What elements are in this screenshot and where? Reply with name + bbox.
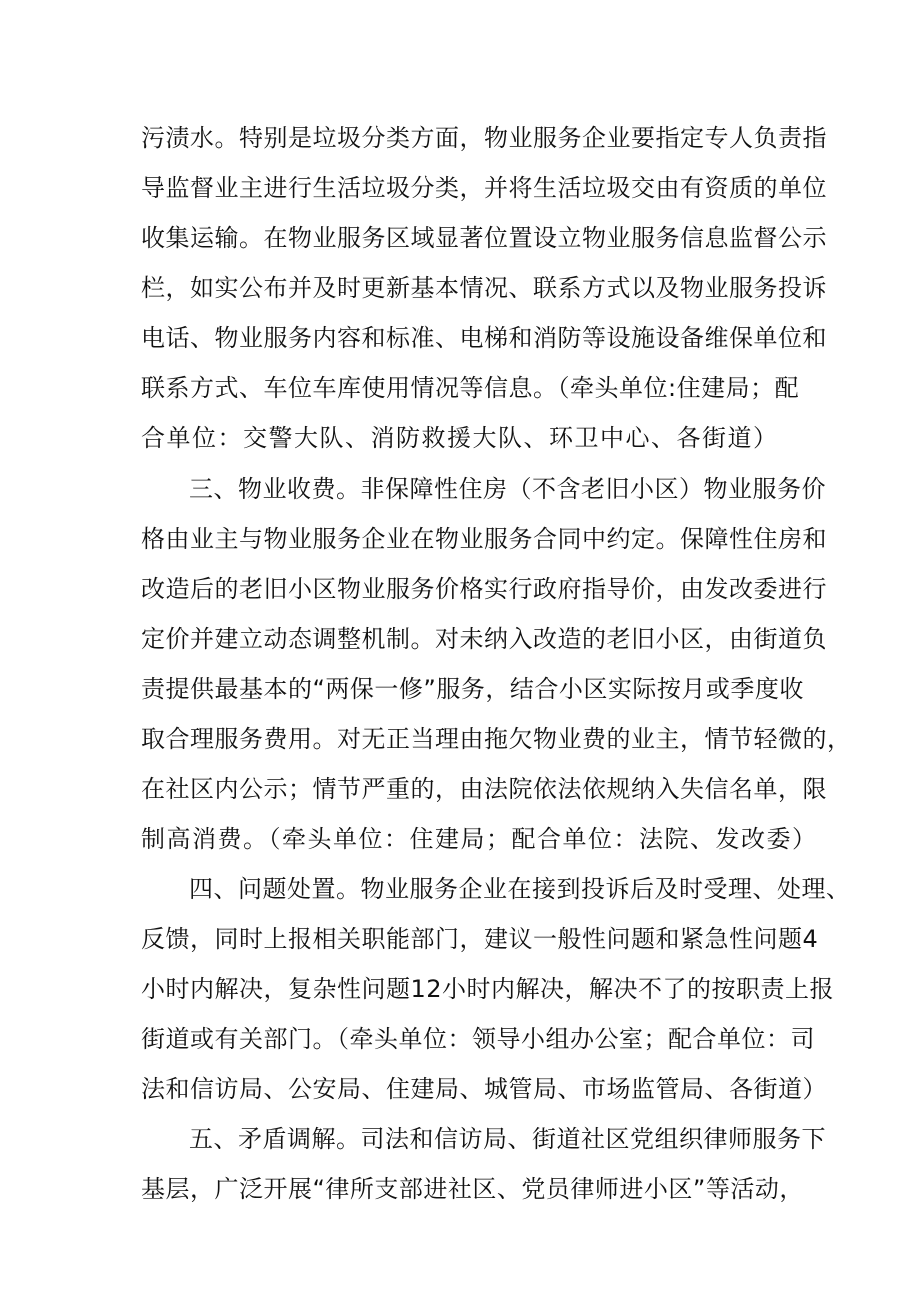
text-line-2: 导监督业主进行生活垃圾分类，并将生活垃圾交由有资质的单位 <box>141 174 827 202</box>
text-line-11: 定价并建立动态调整机制。对未纳入改造的老旧小区，由街道负 <box>141 625 827 653</box>
text-line-6: 联系方式、车位车库使用情况等信息。（牵头单位:住建局；配 <box>141 374 800 402</box>
text-line-22: 基层，广泛开展“律所支部进社区、党员律师进小区”等活动， <box>141 1175 804 1203</box>
text-line-12: 责提供最基本的“两保一修”服务，结合小区实际按月或季度收 <box>141 675 804 703</box>
text-line-3: 收集运输。在物业服务区域显著位置设立物业服务信息监督公示 <box>141 224 827 252</box>
text-line-20: 法和信访局、公安局、住建局、城管局、市场监管局、各街道） <box>141 1075 827 1103</box>
text-line-5: 电话、物业服务内容和标准、电梯和消防等设施设备维保单位和 <box>141 324 827 352</box>
text-line-19: 街道或有关部门。（牵头单位：领导小组办公室；配合单位：司 <box>141 1025 815 1053</box>
text-line-13: 取合理服务费用。对无正当理由拖欠物业费的业主，情节轻微的， <box>141 725 852 753</box>
text-line-7: 合单位：交警大队、消防救援大队、环卫中心、各街道） <box>141 424 779 452</box>
text-line-17: 反馈，同时上报相关职能部门，建议一般性问题和紧急性问题4 <box>141 925 819 953</box>
text-line-9: 格由业主与物业服务企业在物业服务合同中约定。保障性住房和 <box>141 525 827 553</box>
text-line-4: 栏，如实公布并及时更新基本情况、联系方式以及物业服务投诉 <box>141 274 827 302</box>
text-line-15: 制高消费。（牵头单位：住建局；配合单位：法院、发改委） <box>141 825 818 853</box>
text-line-10: 改造后的老旧小区物业服务价格实行政府指导价，由发改委进行 <box>141 575 827 603</box>
text-line-1: 污渍水。特别是垃圾分类方面，物业服务企业要指定专人负责指 <box>141 124 827 152</box>
section-3-heading-line: 三、物业收费。非保障性住房（不含老旧小区）物业服务价 <box>189 475 826 503</box>
text-line-14: 在社区内公示；情节严重的，由法院依法依规纳入失信名单，限 <box>141 775 827 803</box>
section-5-heading-line: 五、矛盾调解。司法和信访局、街道社区党组织律师服务下 <box>189 1125 826 1153</box>
text-line-18: 小时内解决，复杂性问题12小时内解决，解决不了的按职责上报 <box>141 975 835 1003</box>
section-4-heading-line: 四、问题处置。物业服务企业在接到投诉后及时受理、处理、 <box>189 875 851 903</box>
